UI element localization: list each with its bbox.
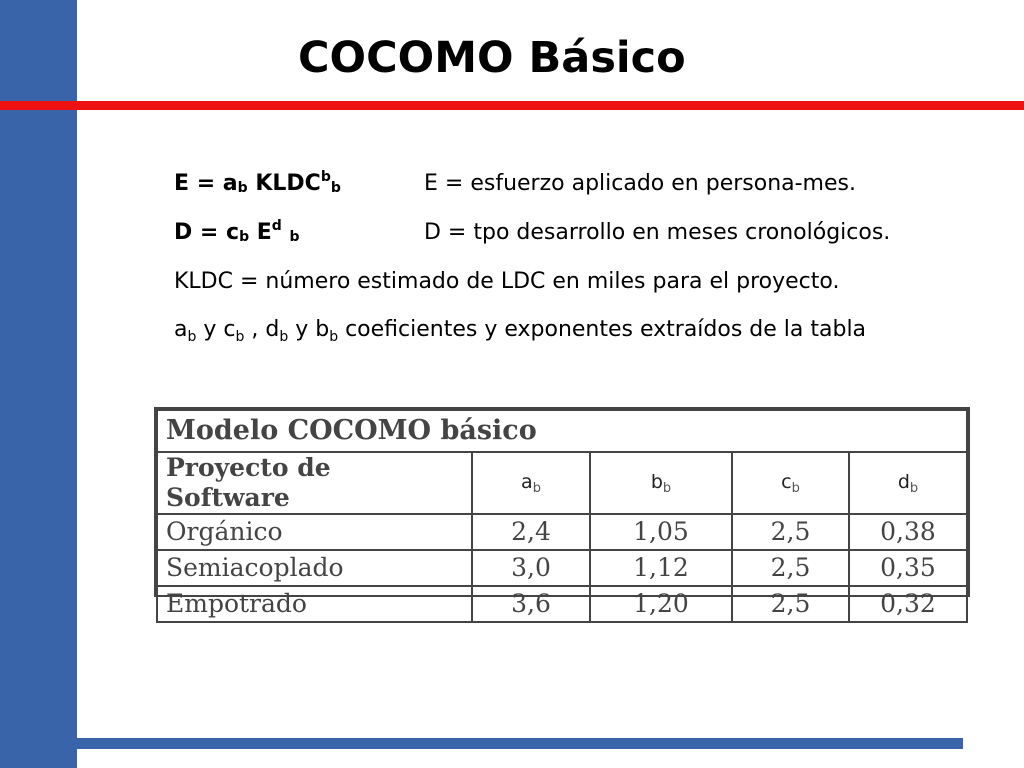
cell-bb: 1,12 (590, 550, 732, 586)
row-name: Semiacoplado (157, 550, 472, 586)
cell-db: 0,32 (849, 586, 967, 622)
row-name: Empotrado (157, 586, 472, 622)
table-caption: Modelo COCOMO básico (157, 410, 967, 452)
header-project: Proyecto de Software (157, 452, 472, 514)
cell-cb: 2,5 (732, 514, 849, 550)
cocomo-table (154, 407, 970, 618)
effort-description: E = esfuerzo aplicado en persona-mes. (424, 171, 856, 196)
cell-bb: 1,05 (590, 514, 732, 550)
cell-cb: 2,5 (732, 550, 849, 586)
header-ab: $a_b$ (472, 452, 590, 514)
slide-title: COCOMO Básico (298, 33, 686, 83)
table-row (157, 586, 967, 622)
cell-cb: 2,5 (732, 586, 849, 622)
title-underline (0, 101, 1024, 110)
cell-ab: 3,6 (472, 586, 590, 622)
kldc-definition: KLDC = número estimado de LDC en miles para el proyecto. (174, 269, 840, 294)
header-bb: $b_b$ (590, 452, 732, 514)
row-name: Orgánico (157, 514, 472, 550)
cell-db: 0,35 (849, 550, 967, 586)
time-description: D = tpo desarrollo en meses cronológicos. (424, 220, 891, 245)
header-db: $d_b$ (849, 452, 967, 514)
cell-ab: 2,4 (472, 514, 590, 550)
table-row (157, 550, 967, 586)
table-row (157, 514, 967, 550)
time-formula: $D = c_b$ $E^d$ $_b$ (174, 218, 300, 245)
left-accent-bar (0, 0, 77, 768)
cell-db: 0,38 (849, 514, 967, 550)
header-cb: $c_b$ (732, 452, 849, 514)
effort-formula: $E = a_b$ $KLDC^b_b$ (174, 169, 341, 196)
coefficients-note: $a_b$ y $c_b$ , $d_b$ y $b_b$ coeficientes y exponentes extraídos de la tabla (174, 317, 867, 345)
cell-ab: 3,0 (472, 550, 590, 586)
cell-bb: 1,20 (590, 586, 732, 622)
bottom-rule (77, 738, 963, 749)
